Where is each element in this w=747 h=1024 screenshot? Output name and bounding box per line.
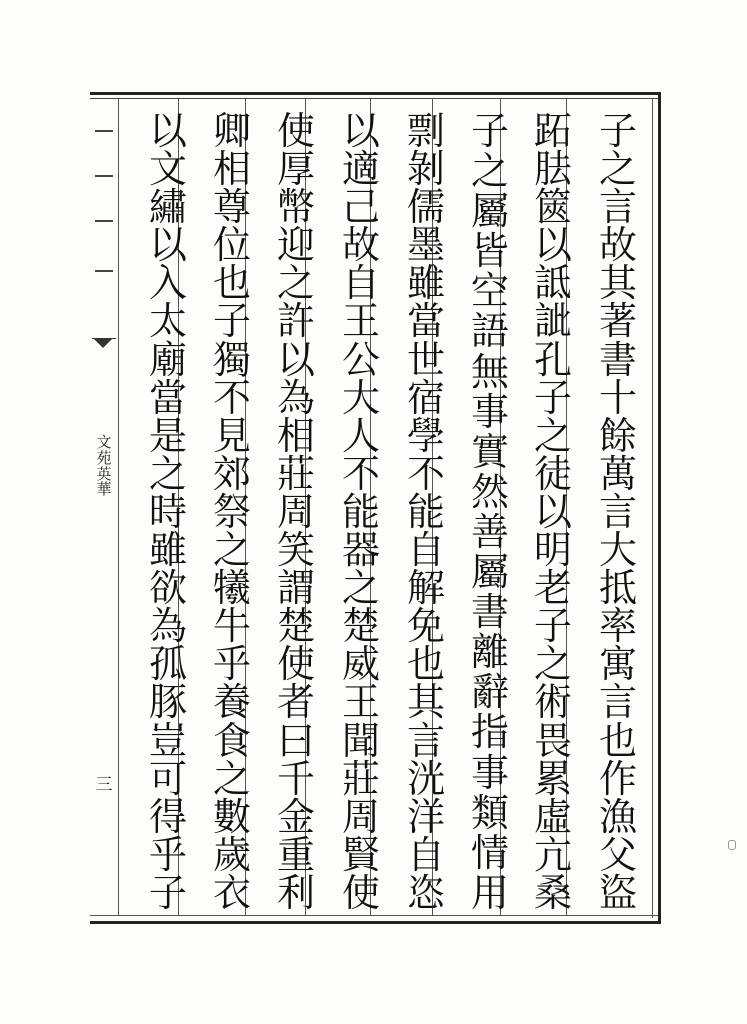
text-char: 自 <box>406 528 445 573</box>
text-char: 之 <box>212 756 251 801</box>
text-char: 訿 <box>533 299 572 344</box>
margin-tick <box>95 220 113 222</box>
text-char: 情 <box>470 830 509 875</box>
text-char: 指 <box>470 710 509 755</box>
text-char: 不 <box>212 375 251 420</box>
text-char: 書 <box>598 337 637 382</box>
frame-right-inner-rule <box>652 98 653 918</box>
text-char: 欲 <box>148 566 187 611</box>
text-char: 見 <box>212 413 251 458</box>
text-column-5 <box>333 109 389 915</box>
text-char: 相 <box>212 147 251 192</box>
text-char: 畏 <box>533 718 572 763</box>
text-column-2 <box>525 109 581 915</box>
text-char: 當 <box>406 299 445 344</box>
margin-title-char: 英 <box>96 464 112 483</box>
text-char: 豚 <box>148 680 187 725</box>
text-char: 己 <box>341 185 380 230</box>
text-char: 犧 <box>212 566 251 611</box>
margin-title <box>94 435 114 498</box>
text-char: 免 <box>406 604 445 649</box>
text-char: 周 <box>341 794 380 839</box>
margin-page-number: 三 <box>95 775 113 795</box>
text-column-1 <box>590 109 646 915</box>
text-char: 離 <box>470 630 509 675</box>
text-char: 墨 <box>406 223 445 268</box>
text-char: 以 <box>341 109 380 153</box>
text-char: 孔 <box>533 337 572 382</box>
text-char: 宿 <box>406 375 445 420</box>
text-char: 為 <box>276 375 315 420</box>
text-char: 解 <box>406 566 445 611</box>
text-char: 之 <box>276 261 315 306</box>
text-column-4 <box>398 109 454 915</box>
text-char: 屬 <box>470 189 509 234</box>
text-char: 賢 <box>341 832 380 877</box>
text-char: 父 <box>598 832 637 877</box>
text-char: 不 <box>406 451 445 496</box>
text-char: 時 <box>148 489 187 534</box>
text-char: 王 <box>341 680 380 725</box>
text-char: 儒 <box>406 185 445 230</box>
text-char: 牛 <box>212 604 251 649</box>
page-edge-mark <box>728 840 736 850</box>
text-char: 人 <box>341 413 380 458</box>
text-char: 繡 <box>148 185 187 230</box>
text-char: 事 <box>470 750 509 795</box>
text-char: 自 <box>406 832 445 877</box>
fish-tail-mark <box>93 338 113 348</box>
frame-bottom-inner-rule <box>90 915 660 916</box>
text-char: 也 <box>406 642 445 687</box>
frame-top-rule <box>90 92 660 95</box>
text-char: 辭 <box>470 670 509 715</box>
text-char: 其 <box>406 680 445 725</box>
text-char: 故 <box>598 223 637 268</box>
frame-top-inner-rule <box>90 98 660 99</box>
text-char: 千 <box>276 756 315 801</box>
text-char: 十 <box>598 375 637 420</box>
text-char: 使 <box>276 109 315 153</box>
text-char: 太 <box>148 299 187 344</box>
text-char: 利 <box>276 870 315 915</box>
text-char: 子 <box>148 870 187 915</box>
text-char: 歲 <box>212 832 251 877</box>
text-char: 可 <box>148 756 187 801</box>
text-char: 之 <box>533 642 572 687</box>
text-char: 莊 <box>341 756 380 801</box>
text-char: 以 <box>148 223 187 268</box>
text-char: 使 <box>341 870 380 915</box>
text-char: 祭 <box>212 489 251 534</box>
text-char: 之 <box>533 413 572 458</box>
text-char: 恣 <box>406 870 445 915</box>
text-char: 得 <box>148 794 187 839</box>
text-char: 語 <box>470 309 509 354</box>
text-char: 食 <box>212 718 251 763</box>
text-char: 迎 <box>276 223 315 268</box>
text-char: 故 <box>341 223 380 268</box>
text-char: 許 <box>276 299 315 344</box>
text-char: 書 <box>470 590 509 635</box>
margin-title-char: 文 <box>96 433 112 451</box>
text-char: 獨 <box>212 337 251 382</box>
text-char: 言 <box>598 489 637 534</box>
margin-tick <box>95 270 113 272</box>
text-char: 徒 <box>533 451 572 496</box>
text-char: 之 <box>212 528 251 573</box>
text-char: 其 <box>598 261 637 306</box>
text-char: 大 <box>341 375 380 420</box>
text-char: 幣 <box>276 185 315 230</box>
text-char: 威 <box>341 642 380 687</box>
text-char: 入 <box>148 261 187 306</box>
text-char: 率 <box>598 604 637 649</box>
text-char: 剽 <box>406 109 445 153</box>
text-char: 位 <box>212 223 251 268</box>
text-char: 王 <box>341 299 380 344</box>
text-char: 抵 <box>598 566 637 611</box>
text-char: 萬 <box>598 451 637 496</box>
text-char: 金 <box>276 794 315 839</box>
text-column-7 <box>204 109 260 915</box>
text-char: 老 <box>533 566 572 611</box>
text-char: 盜 <box>598 870 637 915</box>
text-char: 然 <box>470 469 509 514</box>
text-char: 以 <box>533 489 572 534</box>
text-char: 雖 <box>148 528 187 573</box>
text-char: 洸 <box>406 756 445 801</box>
text-column-6 <box>268 109 324 915</box>
text-char: 寓 <box>598 642 637 687</box>
text-char: 是 <box>148 413 187 458</box>
text-char: 子 <box>533 604 572 649</box>
text-char: 也 <box>212 261 251 306</box>
text-char: 楚 <box>341 604 380 649</box>
text-char: 跖 <box>533 109 572 153</box>
text-char: 空 <box>470 269 509 314</box>
text-char: 言 <box>598 680 637 725</box>
text-char: 之 <box>598 147 637 192</box>
text-column-3 <box>462 109 518 915</box>
margin-header-box <box>92 98 116 339</box>
text-char: 皆 <box>470 229 509 274</box>
text-char: 篋 <box>533 185 572 230</box>
text-char: 廟 <box>148 337 187 382</box>
text-char: 用 <box>470 870 509 915</box>
text-char: 桑 <box>533 870 572 915</box>
text-char: 子 <box>212 299 251 344</box>
text-char: 詆 <box>533 261 572 306</box>
text-char: 亢 <box>533 832 572 877</box>
text-char: 雖 <box>406 261 445 306</box>
text-char: 適 <box>341 147 380 192</box>
text-char: 能 <box>406 489 445 534</box>
text-char: 能 <box>341 489 380 534</box>
text-char: 衣 <box>212 870 251 915</box>
text-char: 大 <box>598 528 637 573</box>
text-char: 累 <box>533 756 572 801</box>
text-char: 類 <box>470 790 509 835</box>
text-char: 之 <box>148 451 187 496</box>
text-char: 養 <box>212 680 251 725</box>
text-char: 子 <box>533 375 572 420</box>
text-char: 虛 <box>533 794 572 839</box>
text-char: 世 <box>406 337 445 382</box>
text-char: 器 <box>341 528 380 573</box>
text-char: 郊 <box>212 451 251 496</box>
text-char: 明 <box>533 528 572 573</box>
text-char: 自 <box>341 261 380 306</box>
text-char: 為 <box>148 604 187 649</box>
margin-title-char: 苑 <box>96 448 112 467</box>
margin-tick <box>95 130 113 132</box>
column-divider <box>118 98 119 916</box>
text-char: 屬 <box>470 550 509 595</box>
margin-title-char: 華 <box>96 480 112 499</box>
text-char: 也 <box>598 718 637 763</box>
text-char: 尊 <box>212 185 251 230</box>
text-char: 重 <box>276 832 315 877</box>
text-char: 不 <box>341 451 380 496</box>
text-char: 當 <box>148 375 187 420</box>
text-char: 曰 <box>276 718 315 763</box>
text-char: 乎 <box>212 642 251 687</box>
margin-tick <box>95 175 113 177</box>
text-char: 公 <box>341 337 380 382</box>
text-char: 事 <box>470 389 509 434</box>
text-char: 周 <box>276 489 315 534</box>
text-char: 聞 <box>341 718 380 763</box>
text-char: 學 <box>406 413 445 458</box>
text-char: 楚 <box>276 604 315 649</box>
text-char: 子 <box>470 109 509 153</box>
text-char: 言 <box>406 718 445 763</box>
text-char: 實 <box>470 429 509 474</box>
text-char: 無 <box>470 349 509 394</box>
text-char: 謂 <box>276 566 315 611</box>
text-char: 乎 <box>148 832 187 877</box>
text-char: 善 <box>470 509 509 554</box>
text-char: 胠 <box>533 147 572 192</box>
text-char: 之 <box>470 149 509 194</box>
text-char: 相 <box>276 413 315 458</box>
text-char: 作 <box>598 756 637 801</box>
text-char: 使 <box>276 642 315 687</box>
text-char: 子 <box>598 109 637 153</box>
text-char: 以 <box>148 109 187 153</box>
frame-bottom-rule <box>90 921 660 924</box>
text-char: 著 <box>598 299 637 344</box>
text-char: 洋 <box>406 794 445 839</box>
text-char: 以 <box>276 337 315 382</box>
text-char: 孤 <box>148 642 187 687</box>
text-char: 文 <box>148 147 187 192</box>
text-char: 者 <box>276 680 315 725</box>
text-column-8 <box>140 109 196 915</box>
text-char: 豈 <box>148 718 187 763</box>
text-char: 厚 <box>276 147 315 192</box>
text-char: 以 <box>533 223 572 268</box>
text-char: 笑 <box>276 528 315 573</box>
frame-right-rule <box>658 92 661 924</box>
text-char: 餘 <box>598 413 637 458</box>
text-char: 卿 <box>212 109 251 153</box>
text-char: 數 <box>212 794 251 839</box>
text-char: 之 <box>341 566 380 611</box>
text-char: 莊 <box>276 451 315 496</box>
text-char: 言 <box>598 185 637 230</box>
text-char: 術 <box>533 680 572 725</box>
text-char: 漁 <box>598 794 637 839</box>
text-char: 剝 <box>406 147 445 192</box>
